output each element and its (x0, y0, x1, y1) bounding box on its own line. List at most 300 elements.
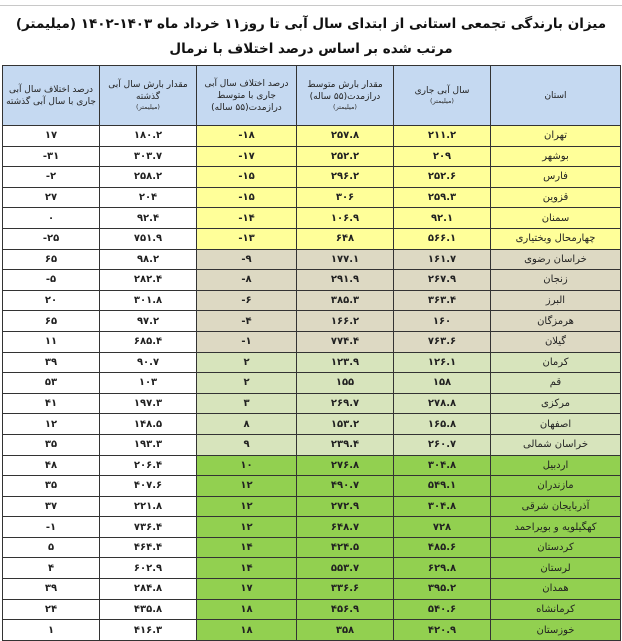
cell-previous-year (100, 290, 197, 311)
cell-diff-normal-value: ۱۷ (240, 583, 253, 595)
cell-diff-normal (197, 558, 297, 579)
cell-diff-previous (3, 228, 100, 249)
cell-longterm-average-value: ۱۰۶.۹ (330, 212, 360, 224)
cell-diff-previous-value: ۱۲ (44, 418, 58, 430)
cell-current-year-value: ۳۰۴.۸ (427, 459, 457, 471)
table-row (3, 290, 621, 311)
cell-longterm-average-value: ۲۳۹.۴ (330, 439, 360, 451)
cell-previous-year-value: ۴۶۴.۴ (133, 542, 163, 554)
cell-current-year-value: ۱۵۸ (432, 377, 452, 389)
table-row (3, 311, 621, 332)
cell-current-year (394, 331, 491, 352)
cell-diff-previous (3, 599, 100, 620)
cell-diff-previous-value: ۱۷ (44, 130, 58, 142)
cell-longterm-average (297, 414, 394, 435)
cell-diff-normal (197, 331, 297, 352)
cell-province (491, 455, 621, 476)
cell-previous-year-value: ۴۱۶.۳ (133, 624, 163, 636)
cell-diff-normal (197, 187, 297, 208)
rainfall-table (2, 65, 621, 641)
cell-current-year-value: ۳۹۵.۲ (427, 583, 457, 595)
cell-longterm-average (297, 352, 394, 373)
cell-current-year (394, 558, 491, 579)
cell-diff-normal-value: -۸ (241, 274, 252, 286)
table-row (3, 146, 621, 167)
cell-current-year-value: ۷۶۳.۶ (427, 336, 457, 348)
cell-current-year-value: ۶۲۹.۸ (427, 562, 457, 574)
header-diff-previous: درصد اختلاف سال آبی جاری با سال آبی گذشته (3, 66, 100, 126)
cell-longterm-average (297, 187, 394, 208)
table-row (3, 579, 621, 600)
cell-previous-year-value: ۱۹۷.۳ (133, 398, 163, 410)
cell-longterm-average-value: ۲۷۲.۹ (330, 500, 360, 512)
cell-current-year-value: ۲۰۹ (432, 150, 452, 162)
cell-previous-year (100, 496, 197, 517)
cell-current-year (394, 455, 491, 476)
cell-longterm-average (297, 476, 394, 497)
cell-current-year-value: ۷۲۸ (432, 521, 452, 533)
cell-diff-previous (3, 558, 100, 579)
cell-diff-previous-value: ۳۹ (44, 356, 58, 368)
cell-previous-year (100, 146, 197, 167)
cell-longterm-average-value: ۲۵۲.۲ (330, 150, 360, 162)
cell-previous-year-value: ۷۳۶.۴ (133, 521, 163, 533)
cell-province (491, 517, 621, 538)
cell-previous-year-value: ۷۵۱.۹ (133, 233, 163, 245)
cell-diff-previous (3, 187, 100, 208)
cell-diff-normal-value: ۲ (243, 377, 250, 389)
cell-previous-year (100, 167, 197, 188)
cell-diff-previous (3, 517, 100, 538)
cell-province (491, 373, 621, 394)
cell-current-year-value: ۵۴۰.۶ (427, 603, 457, 615)
cell-previous-year (100, 311, 197, 332)
cell-previous-year-value: ۴۳۵.۸ (133, 603, 163, 615)
cell-previous-year-value: ۳۰۳.۷ (133, 150, 163, 162)
cell-current-year (394, 126, 491, 147)
cell-previous-year-value: ۲۸۴.۸ (133, 583, 163, 595)
cell-province (491, 599, 621, 620)
cell-diff-normal-value: ۱۲ (240, 500, 253, 512)
cell-province (491, 331, 621, 352)
cell-diff-previous-value: ۴۱ (44, 398, 58, 410)
cell-province (491, 434, 621, 455)
cell-longterm-average (297, 331, 394, 352)
cell-longterm-average (297, 249, 394, 270)
cell-diff-normal-value: ۱۸ (240, 603, 253, 615)
table-row (3, 208, 621, 229)
cell-diff-normal (197, 249, 297, 270)
page-subtitle: مرتب شده بر اساس درصد اختلاف با نرمال (169, 41, 453, 57)
cell-province (491, 414, 621, 435)
cell-diff-normal-value: ۱۲ (240, 521, 253, 533)
cell-province-value: زنجان (543, 274, 568, 286)
cell-province-value: هرمزگان (537, 315, 574, 327)
cell-diff-normal-value: -۱۷ (238, 150, 255, 162)
cell-previous-year-value: ۲۲۱.۸ (133, 500, 163, 512)
cell-longterm-average-value: ۲۵۷.۸ (330, 130, 360, 142)
cell-current-year-value: ۵۴۹.۱ (427, 480, 457, 492)
cell-province (491, 352, 621, 373)
cell-province (491, 290, 621, 311)
cell-current-year (394, 579, 491, 600)
cell-longterm-average-value: ۲۶۹.۷ (330, 398, 360, 410)
cell-longterm-average-value: ۵۵۳.۷ (330, 562, 360, 574)
cell-diff-normal-value: -۱۵ (238, 171, 255, 183)
cell-province-value: اصفهان (539, 418, 572, 430)
cell-previous-year (100, 517, 197, 538)
cell-diff-previous (3, 579, 100, 600)
cell-previous-year (100, 187, 197, 208)
cell-current-year (394, 476, 491, 497)
table-row (3, 455, 621, 476)
cell-previous-year-value: ۲۰۴ (138, 192, 158, 204)
cell-current-year (394, 167, 491, 188)
table-row (3, 167, 621, 188)
cell-diff-previous (3, 352, 100, 373)
cell-province (491, 537, 621, 558)
cell-diff-normal-value: -۶ (241, 295, 252, 307)
cell-current-year (394, 517, 491, 538)
table-row (3, 599, 621, 620)
cell-diff-previous-value: ۵ (47, 542, 55, 554)
cell-province-value: مرکزی (541, 398, 570, 410)
header-current-year: سال آبی جاری (میلیمتر) (394, 66, 491, 126)
cell-current-year (394, 434, 491, 455)
cell-diff-previous-value: ۴۸ (44, 459, 58, 471)
cell-diff-normal-value: -۴ (241, 315, 252, 327)
cell-previous-year-value: ۱۰۳ (138, 377, 158, 389)
cell-previous-year-value: ۹۷.۲ (136, 315, 160, 327)
cell-current-year-value: ۵۶۶.۱ (427, 233, 457, 245)
cell-previous-year (100, 620, 197, 641)
cell-diff-normal (197, 373, 297, 394)
cell-diff-previous (3, 126, 100, 147)
cell-diff-previous (3, 208, 100, 229)
cell-current-year (394, 373, 491, 394)
cell-diff-previous-value: -۵ (45, 274, 57, 286)
cell-diff-normal (197, 414, 297, 435)
cell-longterm-average (297, 599, 394, 620)
cell-longterm-average (297, 270, 394, 291)
cell-diff-normal-value: -۱۸ (238, 130, 255, 142)
cell-diff-normal (197, 393, 297, 414)
cell-province (491, 620, 621, 641)
cell-province (491, 579, 621, 600)
cell-previous-year (100, 249, 197, 270)
cell-diff-normal (197, 537, 297, 558)
cell-previous-year (100, 270, 197, 291)
cell-diff-normal (197, 352, 297, 373)
cell-diff-normal-value: ۱۴ (240, 562, 253, 574)
cell-previous-year-value: ۶۸۵.۴ (133, 336, 163, 348)
cell-diff-normal (197, 434, 297, 455)
cell-diff-previous (3, 146, 100, 167)
cell-diff-normal (197, 208, 297, 229)
cell-current-year (394, 537, 491, 558)
table-row (3, 126, 621, 147)
cell-current-year (394, 290, 491, 311)
cell-previous-year (100, 558, 197, 579)
cell-province (491, 126, 621, 147)
cell-diff-previous-value: -۲ (45, 171, 57, 183)
cell-diff-normal (197, 311, 297, 332)
cell-longterm-average (297, 290, 394, 311)
cell-diff-normal (197, 476, 297, 497)
cell-longterm-average-value: ۲۹۶.۲ (330, 171, 360, 183)
cell-province (491, 208, 621, 229)
cell-province (491, 270, 621, 291)
table-row (3, 249, 621, 270)
cell-province-value: آذربایجان شرقی (521, 500, 590, 512)
cell-longterm-average-value: ۳۰۶ (335, 192, 355, 204)
cell-province-value: فارس (543, 171, 568, 183)
cell-previous-year (100, 455, 197, 476)
cell-current-year (394, 496, 491, 517)
cell-previous-year-value: ۳۰۱.۸ (133, 295, 163, 307)
cell-diff-normal-value: ۸ (243, 418, 250, 430)
cell-province (491, 476, 621, 497)
cell-diff-normal (197, 620, 297, 641)
cell-previous-year-value: ۹۸.۲ (136, 253, 160, 265)
cell-province (491, 228, 621, 249)
cell-longterm-average (297, 146, 394, 167)
cell-diff-previous (3, 414, 100, 435)
table-row (3, 496, 621, 517)
header-diff-normal: درصد اختلاف سال آبی جاری با متوسط درازمدت(۵۵ ساله) (197, 66, 297, 126)
cell-diff-previous (3, 455, 100, 476)
cell-longterm-average-value: ۶۴۸.۷ (330, 521, 360, 533)
cell-longterm-average (297, 434, 394, 455)
table-row (3, 373, 621, 394)
cell-current-year (394, 393, 491, 414)
table-header-row (3, 66, 621, 126)
cell-longterm-average (297, 558, 394, 579)
cell-province-value: کرمانشاه (536, 603, 575, 615)
cell-diff-previous-value: ۱ (47, 624, 55, 636)
cell-province-value: مازندران (537, 480, 574, 492)
cell-longterm-average-value: ۳۸۵.۳ (330, 295, 360, 307)
cell-longterm-average-value: ۱۲۳.۹ (330, 356, 360, 368)
cell-current-year (394, 311, 491, 332)
table-row (3, 537, 621, 558)
cell-current-year-value: ۱۲۶.۱ (427, 356, 457, 368)
cell-province-value: بوشهر (542, 150, 569, 162)
cell-longterm-average (297, 517, 394, 538)
cell-diff-previous-value: ۰ (47, 212, 55, 224)
cell-previous-year (100, 208, 197, 229)
cell-longterm-average (297, 455, 394, 476)
table-row (3, 331, 621, 352)
cell-province-value: قزوین (542, 192, 569, 204)
cell-diff-normal (197, 126, 297, 147)
cell-diff-previous (3, 167, 100, 188)
cell-longterm-average (297, 537, 394, 558)
cell-diff-previous-value: -۱ (45, 521, 57, 533)
cell-diff-normal-value: ۲ (243, 356, 250, 368)
cell-province (491, 146, 621, 167)
header-longterm-average: مقدار بارش متوسط درازمدت(۵۵ ساله) (میلیمتر) (297, 66, 394, 126)
cell-diff-previous (3, 331, 100, 352)
cell-current-year-value: ۴۲۰.۹ (427, 624, 457, 636)
cell-diff-normal-value: -۱ (241, 336, 252, 348)
cell-diff-normal-value: ۳ (243, 398, 250, 410)
cell-longterm-average-value: ۴۵۶.۹ (330, 603, 360, 615)
cell-previous-year-value: ۹۲.۴ (136, 212, 160, 224)
cell-province-value: کهگیلویه و بویراحمد (514, 521, 597, 533)
cell-province-value: خوزستان (536, 624, 575, 636)
cell-diff-normal (197, 167, 297, 188)
cell-diff-previous-value: ۲۷ (44, 192, 58, 204)
cell-diff-previous-value: ۳۹ (44, 583, 58, 595)
cell-previous-year (100, 331, 197, 352)
cell-current-year (394, 228, 491, 249)
top-divider (0, 5, 622, 6)
cell-province (491, 249, 621, 270)
cell-current-year-value: ۴۸۵.۶ (427, 542, 457, 554)
cell-diff-normal-value: ۱۸ (240, 624, 253, 636)
cell-previous-year (100, 579, 197, 600)
cell-longterm-average (297, 496, 394, 517)
cell-province-value: گیلان (544, 336, 567, 348)
cell-longterm-average (297, 393, 394, 414)
header-longterm-unit: (میلیمتر) (333, 103, 357, 111)
cell-province-value: کردستان (537, 542, 574, 554)
cell-diff-previous (3, 249, 100, 270)
cell-current-year-value: ۲۵۹.۳ (427, 192, 457, 204)
cell-diff-normal (197, 579, 297, 600)
cell-province-value: تهران (543, 130, 568, 142)
cell-current-year (394, 249, 491, 270)
cell-current-year (394, 620, 491, 641)
cell-previous-year (100, 228, 197, 249)
cell-diff-previous-value: ۲۰ (44, 295, 58, 307)
cell-diff-previous (3, 290, 100, 311)
cell-current-year-value: ۱۶۱.۷ (427, 253, 457, 265)
cell-longterm-average-value: ۱۷۷.۱ (330, 253, 360, 265)
page-title: میزان بارندگی تجمعی استانی از ابتدای سال آبی تا روز۱۱ خرداد ماه ۱۴۰۳-۱۴۰۲ (میلیمتر) (15, 16, 607, 32)
cell-previous-year (100, 126, 197, 147)
cell-diff-previous-value: ۳۵ (44, 480, 58, 492)
cell-longterm-average-value: ۱۵۵ (335, 377, 355, 389)
cell-current-year-value: ۲۶۷.۹ (427, 274, 457, 286)
cell-diff-normal-value: -۱۳ (238, 233, 255, 245)
cell-previous-year-value: ۱۴۸.۵ (133, 418, 163, 430)
cell-diff-previous-value: ۶۵ (44, 315, 58, 327)
cell-province (491, 393, 621, 414)
cell-diff-normal (197, 599, 297, 620)
cell-diff-normal-value: -۹ (241, 253, 252, 265)
cell-province-value: قم (549, 377, 562, 389)
cell-longterm-average-value: ۳۳۶.۶ (330, 583, 360, 595)
header-previous-year: مقدار بارش سال آبی گذشته (میلیمتر) (100, 66, 197, 126)
cell-diff-normal-value: ۱۲ (240, 480, 253, 492)
cell-current-year (394, 352, 491, 373)
table-row (3, 517, 621, 538)
cell-province (491, 496, 621, 517)
cell-previous-year (100, 393, 197, 414)
table-row (3, 228, 621, 249)
cell-longterm-average-value: ۱۵۳.۲ (330, 418, 360, 430)
cell-previous-year-value: ۲۸۲.۴ (133, 274, 163, 286)
cell-longterm-average-value: ۲۷۶.۸ (330, 459, 360, 471)
cell-province (491, 558, 621, 579)
header-province: استان (491, 66, 621, 126)
cell-longterm-average-value: ۲۹۱.۹ (330, 274, 360, 286)
cell-diff-previous-value: -۲۵ (42, 233, 60, 245)
table-row (3, 414, 621, 435)
cell-diff-normal-value: -۱۴ (238, 212, 255, 224)
cell-previous-year (100, 373, 197, 394)
cell-province (491, 187, 621, 208)
cell-longterm-average (297, 208, 394, 229)
cell-previous-year (100, 599, 197, 620)
cell-previous-year-value: ۱۹۳.۳ (133, 439, 163, 451)
cell-previous-year-value: ۲۰۶.۴ (133, 459, 163, 471)
cell-province-value: خراسان رضوی (524, 253, 587, 265)
cell-province-value: سمنان (541, 212, 570, 224)
cell-longterm-average (297, 373, 394, 394)
cell-diff-previous (3, 270, 100, 291)
cell-diff-normal (197, 146, 297, 167)
cell-previous-year-value: ۴۰۷.۶ (133, 480, 163, 492)
cell-current-year (394, 187, 491, 208)
cell-longterm-average-value: ۷۷۴.۴ (330, 336, 360, 348)
cell-longterm-average-value: ۱۶۶.۲ (330, 315, 360, 327)
table-row (3, 620, 621, 641)
cell-previous-year-value: ۹۰.۷ (136, 356, 160, 368)
cell-diff-normal (197, 228, 297, 249)
cell-diff-previous (3, 496, 100, 517)
table-row (3, 393, 621, 414)
cell-current-year-value: ۹۲.۱ (430, 212, 454, 224)
cell-current-year-value: ۲۷۸.۸ (427, 398, 457, 410)
cell-longterm-average (297, 167, 394, 188)
cell-previous-year (100, 352, 197, 373)
cell-diff-normal-value: -۱۵ (238, 192, 255, 204)
table-row (3, 270, 621, 291)
cell-longterm-average-value: ۶۴۸ (335, 233, 355, 245)
cell-previous-year (100, 434, 197, 455)
cell-longterm-average (297, 620, 394, 641)
cell-diff-normal (197, 496, 297, 517)
cell-diff-normal (197, 270, 297, 291)
cell-diff-previous (3, 373, 100, 394)
cell-province-value: اردبیل (542, 459, 569, 471)
cell-diff-previous (3, 476, 100, 497)
cell-diff-normal (197, 290, 297, 311)
cell-longterm-average (297, 228, 394, 249)
header-previous-unit: (میلیمتر) (136, 103, 160, 111)
cell-diff-previous-value: ۲۴ (44, 603, 58, 615)
cell-diff-normal-value: ۱۰ (240, 459, 253, 471)
cell-previous-year-value: ۱۸۰.۲ (133, 130, 163, 142)
cell-longterm-average-value: ۳۵۸ (335, 624, 355, 636)
cell-current-year-value: ۱۶۰ (432, 315, 452, 327)
cell-diff-normal (197, 517, 297, 538)
table-row (3, 558, 621, 579)
cell-diff-previous (3, 620, 100, 641)
cell-previous-year (100, 537, 197, 558)
cell-diff-normal-value: ۹ (243, 439, 250, 451)
cell-province (491, 167, 621, 188)
cell-diff-previous-value: -۳۱ (42, 150, 60, 162)
cell-province-value: همدان (542, 583, 569, 595)
cell-current-year-value: ۲۵۲.۶ (427, 171, 457, 183)
cell-diff-previous-value: ۴ (47, 562, 55, 574)
cell-longterm-average (297, 579, 394, 600)
cell-current-year-value: ۳۶۳.۴ (427, 295, 457, 307)
